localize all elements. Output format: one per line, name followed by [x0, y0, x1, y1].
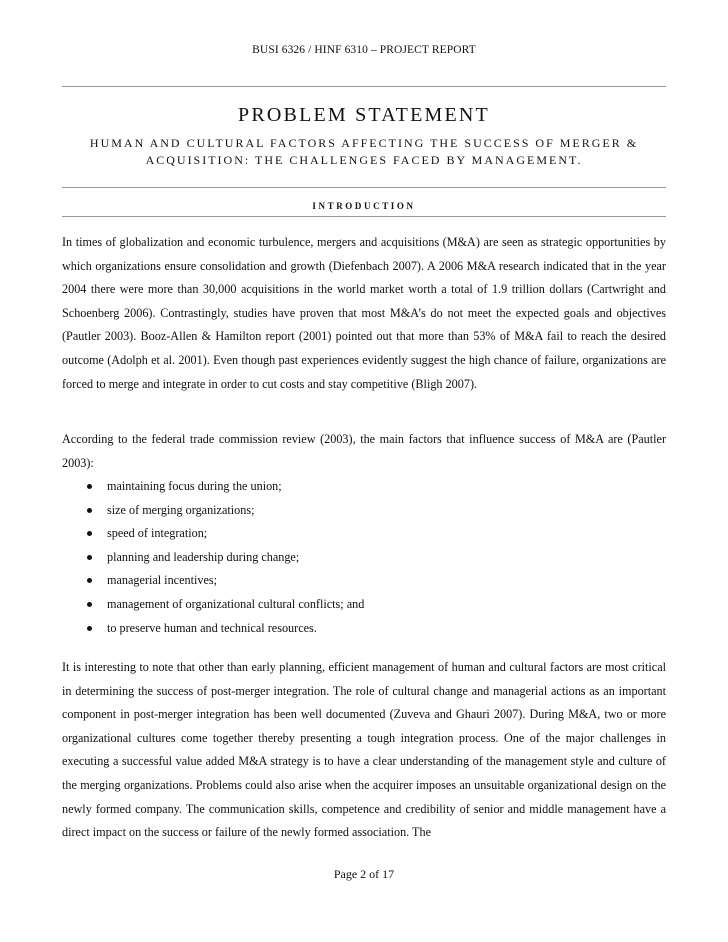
page-number: Page 2 of 17 [333, 867, 395, 881]
paragraph-text: It is interesting to note that other than early planning, efficient management of human and cultural factors are most critical in determining the success of post-merger integration. The role of cultural change and managerial actions as an important component in post-merger integration has been well documented (Zuveva and Ghauri 2007). During M&A, two or more organizational cultures come together thereby presenting a tough integration process. One of the major challenges in executing a successful value added M&A strategy is to have a clear understanding of the management style and culture of the merging organizations. Problems could also arise when the acquirer imposes an unsuitable organizational design on the newly formed company. The communication skills, competence and credibility of senior and middle management have a direct impact on the success or failure of the newly formed association. The [62, 660, 666, 840]
section-rule-top [62, 187, 666, 188]
bullet-icon [87, 555, 92, 560]
page-subtitle: HUMAN AND CULTURAL FACTORS AFFECTING THE SUCCESS OF MERGER & ACQUISITION: THE CHALLENGES FACED BY MANAGEMENT. [89, 136, 639, 167]
paragraph-text: In times of globalization and economic turbulence, mergers and acquisitions (M&A) are seen as strategic opportunities by which organizations ensure consolidation and growth (Diefenbach 2007). A 2006 M&A research indicated that in the year 2004 there were more than 30,000 acquisitions in the world market worth a total of 1.9 trillion dollars (Cartwright and Schoenberg 2006). Contrastingly, studies have proven that most M&A’s do not meet the expected goals and objectives (Pautler 2003). Booz-Allen & Hamilton report (2001) pointed out that more than 53% of M&A fail to reach the desired outcome (Adolph et al. 2001). Even though past experiences evidently suggest the high chance of failure, organizations are forced to merge and integrate in order to cut costs and stay competitive (Bligh 2007). [62, 235, 666, 391]
running-header: BUSI 6326 / HINF 6310 – PROJECT REPORT [252, 44, 476, 56]
paragraph-text: According to the federal trade commission review (2003), the main factors that influence success of M&A are (Pautler 2003): [62, 432, 666, 470]
paragraph-intro [62, 231, 666, 396]
bullet-icon [87, 484, 92, 489]
section-heading: INTRODUCTION [312, 201, 416, 211]
list-item-text: size of merging organizations; [107, 502, 255, 517]
list-item [62, 522, 666, 546]
list-item [62, 546, 666, 570]
paragraph-factors-lead [62, 428, 666, 475]
bullet-icon [87, 602, 92, 607]
bullet-icon [87, 508, 92, 513]
list-item [62, 617, 666, 641]
factors-list [62, 475, 666, 640]
paragraph-cultural-factors [62, 656, 666, 845]
list-item-text: planning and leadership during change; [107, 549, 300, 564]
list-item-text: management of organizational cultural conflicts; and [107, 596, 365, 611]
page-title: PROBLEM STATEMENT [238, 104, 490, 126]
list-item-text: speed of integration; [107, 526, 208, 541]
list-item [62, 593, 666, 617]
header-rule [62, 86, 666, 87]
list-item-text: to preserve human and technical resources. [107, 620, 317, 635]
section-rule-bottom [62, 216, 666, 217]
bullet-icon [87, 531, 92, 536]
bullet-icon [87, 578, 92, 583]
list-item [62, 569, 666, 593]
list-item-text: managerial incentives; [107, 573, 217, 588]
list-item [62, 499, 666, 523]
list-item-text: maintaining focus during the union; [107, 479, 282, 493]
bullet-icon [87, 626, 92, 631]
list-item [62, 475, 666, 499]
